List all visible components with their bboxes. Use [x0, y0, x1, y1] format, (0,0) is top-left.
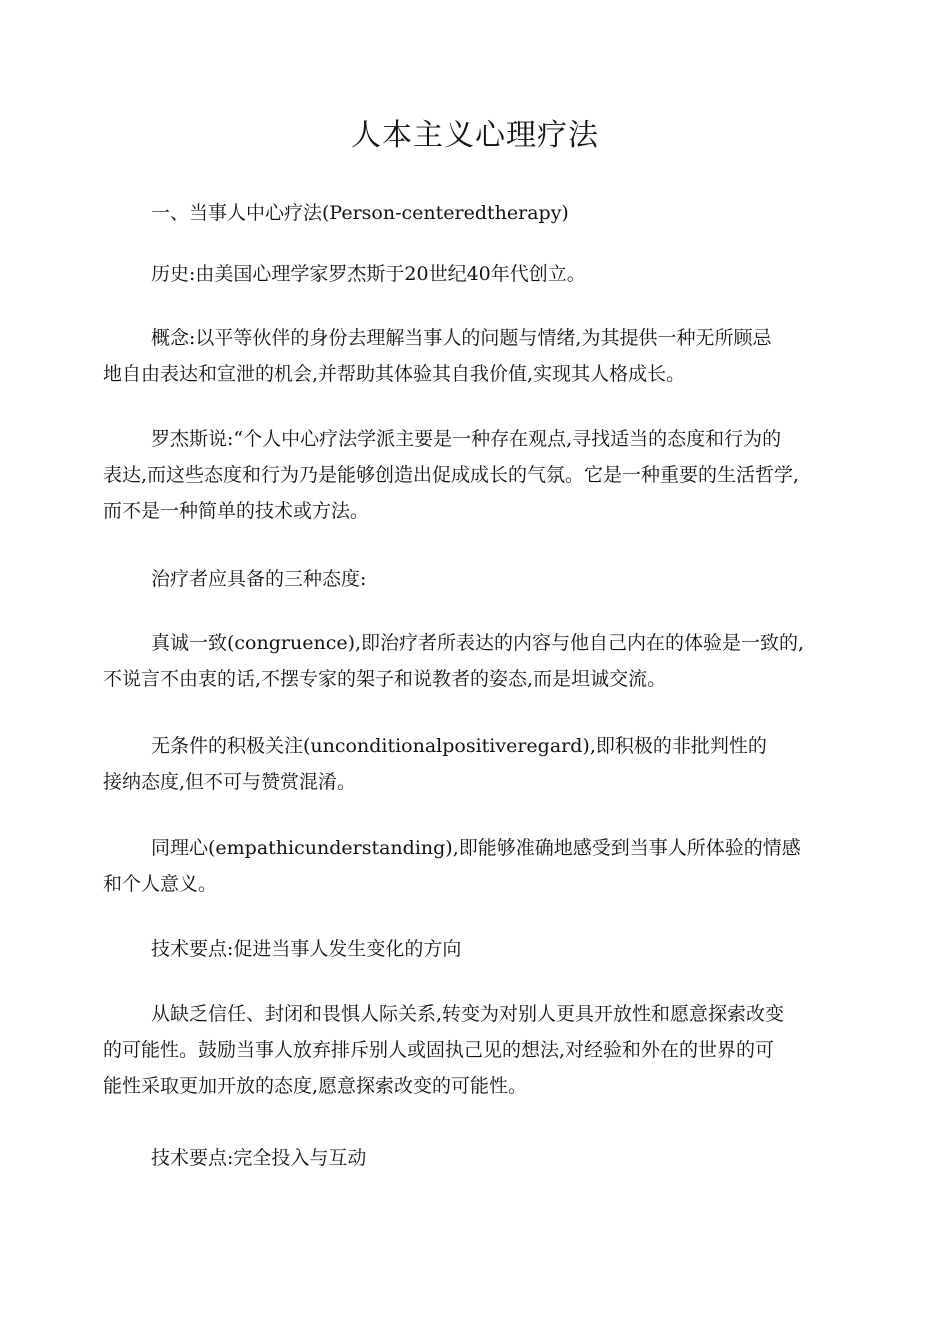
- paragraph-change-description: [103, 996, 863, 1104]
- paragraph-line: 地自由表达和宣泄的机会,并帮助其体验其自我价值,实现其人格成长。: [103, 363, 686, 385]
- paragraph-three-attitudes: [103, 561, 863, 597]
- paragraph-section-heading: [103, 195, 863, 231]
- paragraph-line: 不说言不由衷的话,不摆专家的架子和说教者的姿态,而是坦诚交流。: [103, 668, 667, 690]
- paragraph-rogers-quote: [103, 421, 863, 529]
- paragraph-line: 接纳态度,但不可与赞赏混淆。: [103, 771, 357, 793]
- page-title: 人本主义心理疗法: [351, 118, 599, 153]
- paragraph-unconditional-regard: [103, 728, 863, 800]
- paragraph-concept: [103, 320, 863, 392]
- paragraph-line: 和个人意义。: [103, 873, 218, 895]
- paragraph-line: 历史:由美国心理学家罗杰斯于20世纪40年代创立。: [151, 263, 586, 285]
- paragraph-line: 无条件的积极关注(unconditionalpositiveregard),即积极的非批判性的: [151, 735, 767, 757]
- paragraph-line: 技术要点:促进当事人发生变化的方向: [151, 938, 462, 960]
- paragraph-line: 概念:以平等伙伴的身份去理解当事人的问题与情绪,为其提供一种无所顾忌: [151, 327, 772, 349]
- paragraph-line: 表达,而这些态度和行为乃是能够创造出促成成长的气氛。它是一种重要的生活哲学,: [103, 464, 800, 486]
- paragraph-line: 罗杰斯说:“个人中心疗法学派主要是一种存在观点,寻找适当的态度和行为的: [151, 428, 782, 450]
- paragraph-line: 从缺乏信任、封闭和畏惧人际关系,转变为对别人更具开放性和愿意探索改变: [151, 1003, 785, 1025]
- paragraph-line: 能性采取更加开放的态度,愿意探索改变的可能性。: [103, 1075, 528, 1097]
- paragraph-line: 而不是一种简单的技术或方法。: [103, 500, 370, 522]
- paragraph-technique-engagement: [103, 1140, 863, 1176]
- paragraph-empathy: [103, 830, 863, 902]
- paragraph-line: 技术要点:完全投入与互动: [151, 1147, 367, 1169]
- paragraph-line: 一、当事人中心疗法(Person-centeredtherapy): [151, 202, 569, 224]
- paragraph-line: 真诚一致(congruence),即治疗者所表达的内容与他自己内在的体验是一致的,: [151, 632, 805, 654]
- paragraph-line: 的可能性。鼓励当事人放弃排斥别人或固执己见的想法,对经验和外在的世界的可: [103, 1039, 775, 1061]
- paragraph-technique-direction: [103, 931, 863, 967]
- paragraph-congruence: [103, 625, 863, 697]
- paragraph-history: [103, 256, 863, 292]
- paragraph-line: 治疗者应具备的三种态度:: [151, 568, 367, 590]
- paragraph-line: 同理心(empathicunderstanding),即能够准确地感受到当事人所体验的情感: [151, 837, 801, 859]
